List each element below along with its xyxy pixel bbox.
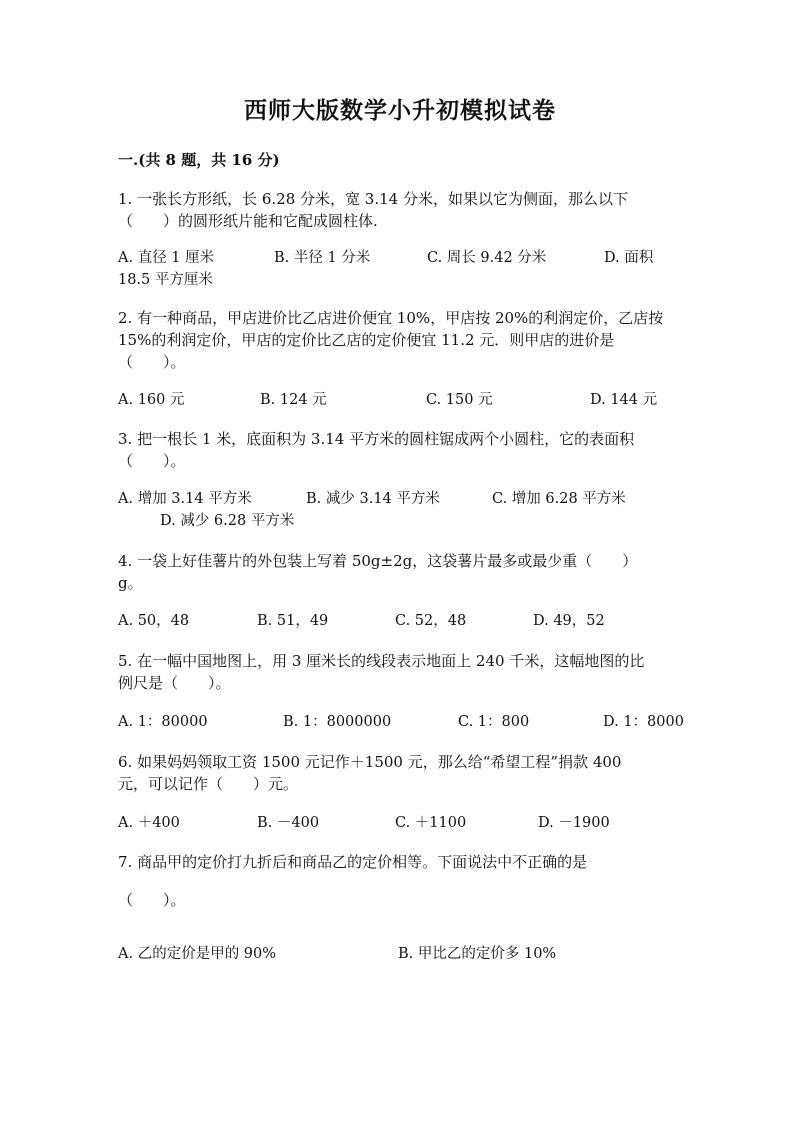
option-a: A. 160 元 [118,392,185,408]
question-text-line: 元，可以记作（ ）元。 [118,775,299,793]
option-d: D. 144 元 [590,392,658,408]
page-title: 西师大版数学小升初模拟试卷 [244,97,556,124]
question-1 [118,188,688,232]
question-text-line: 6. 如果妈妈领取工资 1500 元记作＋1500 元，那么给“希望工程”捐款 400 [118,753,622,771]
option-a: A. 50，48 [118,613,190,629]
question-2 [118,307,688,373]
option-b: B. －400 [257,815,320,831]
question-text-line: 1. 一张长方形纸，长 6.28 分米，宽 3.14 分米，如果以它为侧面，那么以下 [118,190,628,208]
option-d: D. 1：8000 [603,714,684,730]
question-2-options [118,389,688,413]
option-a: A. 乙的定价是甲的 90% [118,946,277,962]
option-d: D. 49，52 [533,613,605,629]
option-b: B. 51，49 [257,613,329,629]
question-5 [118,650,688,694]
question-text-line: （ ）。 [118,891,186,909]
option-c: C. 52，48 [395,613,467,629]
option-b: B. 甲比乙的定价多 10% [398,946,557,962]
question-4 [118,550,688,594]
question-text-line: 4. 一袋上好佳薯片的外包装上写着 50g±2g，这袋薯片最多或最少重（ ） [118,552,638,570]
option-c: C. 150 元 [426,392,493,408]
option-c: C. ＋1100 [395,815,467,831]
question-6 [118,751,688,795]
question-text-line: （ ）。 [118,452,186,470]
option-a: A. ＋400 [118,815,180,831]
question-5-options [118,711,688,735]
option-a: A. 增加 3.14 平方米 [118,491,252,507]
option-b: B. 124 元 [260,392,327,408]
question-3-options [118,488,688,512]
option-d-continuation: 18.5 平方厘米 [118,272,213,288]
question-text-line: g。 [118,574,143,592]
question-text-line: 5. 在一幅中国地图上，用 3 厘米长的线段表示地面上 240 千米，这幅地图的比 [118,652,645,670]
option-a: A. 直径 1 厘米 [118,250,215,266]
question-4-options [118,610,688,634]
question-text-line: （ ）。 [118,353,186,371]
option-c: C. 增加 6.28 平方米 [492,491,626,507]
question-text-line: 7. 商品甲的定价打九折后和商品乙的定价相等。下面说法中不正确的是 [118,853,588,871]
option-a: A. 1：80000 [118,714,208,730]
question-3 [118,428,688,472]
question-text-line: 例尺是（ ）。 [118,674,231,692]
option-d: D. 面积 [604,250,654,266]
option-d: D. 减少 6.28 平方米 [160,513,295,529]
question-text-line: 3. 把一根长 1 米，底面积为 3.14 平方米的圆柱锯成两个小圆柱，它的表面积 [118,430,635,448]
option-d: D. －1900 [538,815,610,831]
question-7-options [118,943,688,967]
section-heading: 一.(共 8 题，共 16 分) [118,151,280,169]
option-c: C. 1：800 [458,714,530,730]
option-b: B. 减少 3.14 平方米 [306,491,440,507]
question-text-line: 2. 有一种商品，甲店进价比乙店进价便宜 10%，甲店按 20%的利润定价，乙店按 [118,309,664,327]
question-1-options [118,247,688,271]
question-7 [118,851,688,911]
question-text-line: 15%的利润定价，甲店的定价比乙店的定价便宜 11.2 元．则甲店的进价是 [118,331,615,349]
option-b: B. 半径 1 分米 [274,250,371,266]
option-c: C. 周长 9.42 分米 [427,250,547,266]
question-text-line: （ ）的圆形纸片能和它配成圆柱体. [118,212,378,230]
option-b: B. 1：8000000 [283,714,392,730]
question-6-options [118,812,688,836]
